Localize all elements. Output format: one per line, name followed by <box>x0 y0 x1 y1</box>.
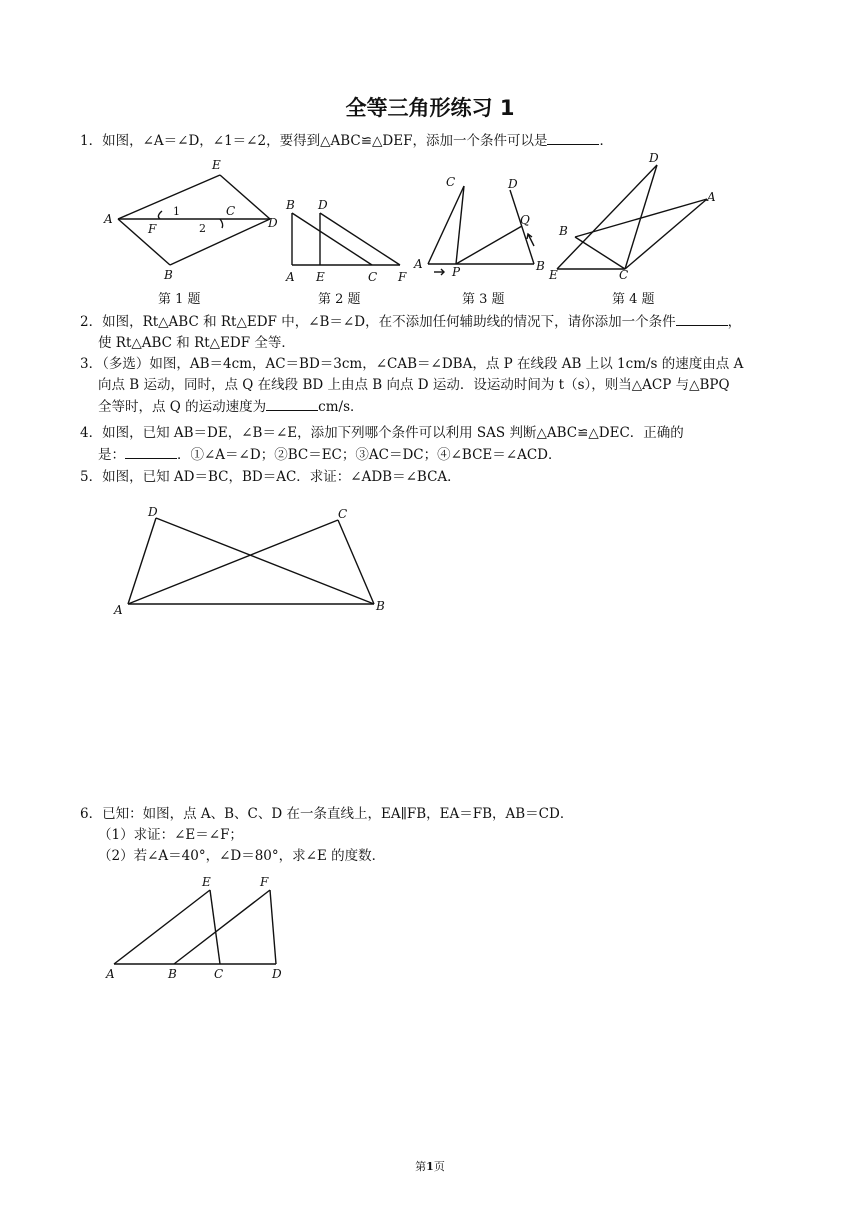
question-4: 4．如图，已知 AB＝DE，∠B＝∠E，添加下列哪个条件可以利用 SAS 判断△ABC≌△DEC．正确的 是： ．①∠A＝∠D；②BC＝EC；③AC＝DC；④∠BCE＝∠ACD． <box>80 425 684 463</box>
label-a: A <box>104 212 113 226</box>
question-3: 3．（多选）如图，AB＝4cm，AC＝BD＝3cm，∠CAB＝∠DBA，点 P 在线段 AB 上以 1cm/s 的速度由点 A 向点 B 运动，同时，点 Q 在线段 BD 上由点 B 向点 D 运动．设运动时间为 t（s），则当△ACP 与△BPQ 全等时，点 Q 的运动速度为 cm/s． <box>80 356 744 415</box>
label-d: D <box>148 505 158 519</box>
line-ac <box>428 186 464 264</box>
label-c: C <box>226 204 236 218</box>
label-d: D <box>272 967 282 981</box>
label-a: A <box>114 603 123 617</box>
label-b: B <box>168 967 177 981</box>
label-f: F <box>398 270 407 284</box>
line-fd <box>270 890 276 964</box>
label-d: D <box>268 216 278 230</box>
caption-4: 第 4 题 <box>612 292 655 307</box>
question-5: 5．如图，已知 AD＝BC，BD＝AC．求证：∠ADB＝∠BCA． <box>80 469 461 485</box>
label-f: F <box>260 875 269 889</box>
label-c: C <box>368 270 378 284</box>
line-dc <box>625 165 657 269</box>
label-q: Q <box>520 213 530 227</box>
line-ae <box>114 890 210 964</box>
label-b: B <box>286 198 295 212</box>
line-ab <box>118 219 170 265</box>
line-bd <box>170 219 270 265</box>
label-f: F <box>148 222 157 236</box>
figure-4 <box>545 145 725 285</box>
label-c: C <box>619 268 629 282</box>
answer-blank <box>676 311 728 326</box>
line-ae <box>118 175 220 219</box>
question-6: 6．已知：如图，点 A、B、C、D 在一条直线上，EA∥FB，EA＝FB，AB＝CD． （1）求证：∠E＝∠F； （2）若∠A＝40°，∠D＝80°，求∠E 的度数． <box>80 806 574 864</box>
question-1: 1．如图，∠A＝∠D，∠1＝∠2，要得到△ABC≌△DEF，添加一个条件可以是 ． <box>80 130 780 152</box>
label-b: B <box>376 599 385 613</box>
label-angle-2: 2 <box>199 222 206 235</box>
figure-6 <box>100 870 300 985</box>
label-d: D <box>318 198 328 212</box>
label-d: D <box>508 177 518 191</box>
angle-1-arc <box>158 211 162 219</box>
figure-2 <box>282 195 417 285</box>
question-2: 2．如图，Rt△ABC 和 Rt△EDF 中，∠B＝∠D，在不添加任何辅助线的情况下，请你添加一个条件 ， 使 Rt△ABC 和 Rt△EDF 全等． <box>80 311 780 354</box>
line-bc <box>575 237 625 269</box>
figure-3 <box>410 170 560 285</box>
caption-2: 第 2 题 <box>318 292 361 307</box>
label-e: E <box>549 268 558 282</box>
label-b: B <box>559 224 568 238</box>
label-b: B <box>536 259 545 273</box>
label-d: D <box>649 151 659 165</box>
angle-2-arc <box>220 219 223 228</box>
label-e: E <box>202 875 211 889</box>
label-a: A <box>286 270 295 284</box>
label-c: C <box>338 507 348 521</box>
label-c: C <box>214 967 224 981</box>
label-a: A <box>707 190 716 204</box>
figure-1 <box>100 155 290 285</box>
line-ec <box>210 890 220 964</box>
answer-blank <box>547 130 599 145</box>
line-db <box>156 518 374 604</box>
label-a: A <box>414 257 423 271</box>
label-p: P <box>452 265 461 279</box>
label-b: B <box>164 268 173 282</box>
question-1-text: 1．如图，∠A＝∠D，∠1＝∠2，要得到△ABC≌△DEF，添加一个条件可以是 <box>80 133 548 149</box>
figure-5 <box>110 500 400 625</box>
caption-1: 第 1 题 <box>158 292 201 307</box>
line-bf <box>174 890 270 964</box>
line-ad <box>128 518 156 604</box>
line-cp <box>456 186 464 264</box>
answer-blank <box>266 396 318 411</box>
label-a: A <box>106 967 115 981</box>
page-footer: 第1页 <box>415 1160 445 1173</box>
label-angle-1: 1 <box>173 205 180 218</box>
page-title: 全等三角形练习 1 <box>345 96 515 120</box>
line-ba <box>575 199 707 237</box>
caption-3: 第 3 题 <box>462 292 505 307</box>
answer-blank <box>125 444 177 459</box>
label-c: C <box>446 175 456 189</box>
line-ac <box>625 199 707 269</box>
label-e: E <box>212 158 221 172</box>
line-pq <box>456 226 522 264</box>
label-e: E <box>316 270 325 284</box>
page-number: 1 <box>426 1160 434 1173</box>
line-ac <box>128 520 338 604</box>
line-bd <box>510 190 534 264</box>
